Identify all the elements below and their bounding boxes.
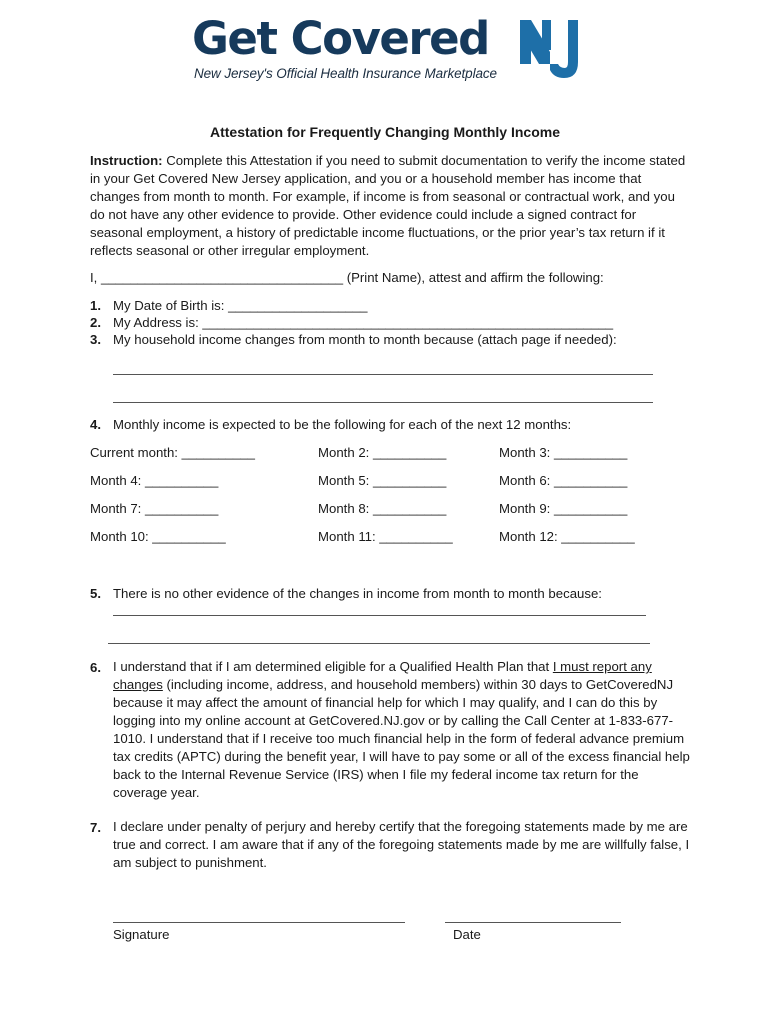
date-field[interactable] [445, 922, 621, 923]
instruction-label: Instruction: [90, 153, 163, 168]
logo-wordmark: Get Covered [192, 12, 489, 65]
item-6-text: I understand that if I am determined eligible for a Qualified Health Plan that I must report any changes (including income, address, and household members) within 30 days to GetCoveredNJ because it may affect the amount of financial help for which I may qualify, and I can do this by logging into my online account at GetCovered.NJ.gov or by calling the Call Center at 1-833-677-1010. I understand that if I receive too much financial help in the form of federal advance premium tax credits (APTC) during the benefit year, I will have to pay some or all of the excess financial help back to the Internal Revenue Service (IRS) when I file my federal income tax return for the coverage year. [113, 659, 690, 800]
report-changes-emphasis: I must report any changes [113, 659, 652, 692]
nj-logo-icon [520, 18, 582, 80]
item-3: 3. My household income changes from month to month because (attach page if needed): [90, 332, 617, 347]
item-7-text: I declare under penalty of perjury and hereby certify that the foregoing statements made by me are true and correct. I am aware that if any of the foregoing statements made by me are willfully false, I am subject to punishment. [113, 819, 690, 870]
item-7-number: 7. [90, 820, 101, 835]
month-field-8[interactable]: Month 8: __________ [318, 501, 447, 516]
item-4: 4. Monthly income is expected to be the following for each of the next 12 months: [90, 417, 572, 432]
month-field-9[interactable]: Month 9: __________ [499, 501, 628, 516]
address-field[interactable]: ________________________________________________________ [202, 315, 614, 330]
instruction-text: Complete this Attestation if you need to submit documentation to verify the income stated in your Get Covered New Jersey application, and you or a household member has income that changes from month to month. For example, if income is from seasonal or contractual work, and you do not have any other evidence to provide. Other evidence could include a signed contract for seasonal employment, a history of predictable income fluctuations, or the prior year’s tax return if it reflects seasonal or other irregular employment. [90, 153, 686, 258]
print-name-field[interactable]: _________________________________ [101, 270, 344, 285]
logo-tagline: New Jersey's Official Health Insurance Marketplace [194, 66, 497, 81]
month-field-5[interactable]: Month 5: __________ [318, 473, 447, 488]
signature-field[interactable] [113, 922, 405, 923]
item-2: 2. My Address is: ________________________________________________________ [90, 315, 614, 330]
month-field-10[interactable]: Month 10: __________ [90, 529, 226, 544]
month-field-3[interactable]: Month 3: __________ [499, 445, 628, 460]
income-reason-line-2[interactable] [113, 402, 653, 403]
month-field-current[interactable]: Current month: __________ [90, 445, 255, 460]
month-field-2[interactable]: Month 2: __________ [318, 445, 447, 460]
month-field-12[interactable]: Month 12: __________ [499, 529, 635, 544]
date-label: Date [453, 927, 481, 942]
month-field-11[interactable]: Month 11: __________ [318, 529, 453, 544]
no-evidence-line-1[interactable] [113, 615, 646, 616]
no-evidence-line-2[interactable] [108, 643, 650, 644]
item-5: 5. There is no other evidence of the changes in income from month to month because: [90, 586, 602, 601]
month-field-6[interactable]: Month 6: __________ [499, 473, 628, 488]
print-name-line: I, _________________________________ (Print Name), attest and affirm the following: [90, 270, 604, 285]
month-field-4[interactable]: Month 4: __________ [90, 473, 219, 488]
signature-label: Signature [113, 927, 170, 942]
instruction-paragraph [90, 152, 690, 260]
form-title: Attestation for Frequently Changing Monthly Income [210, 124, 560, 140]
item-6-number: 6. [90, 660, 101, 675]
date-of-birth-field[interactable]: ___________________ [228, 298, 368, 313]
income-reason-line-1[interactable] [113, 374, 653, 375]
month-field-7[interactable]: Month 7: __________ [90, 501, 219, 516]
item-1: 1. My Date of Birth is: ___________________ [90, 298, 368, 313]
